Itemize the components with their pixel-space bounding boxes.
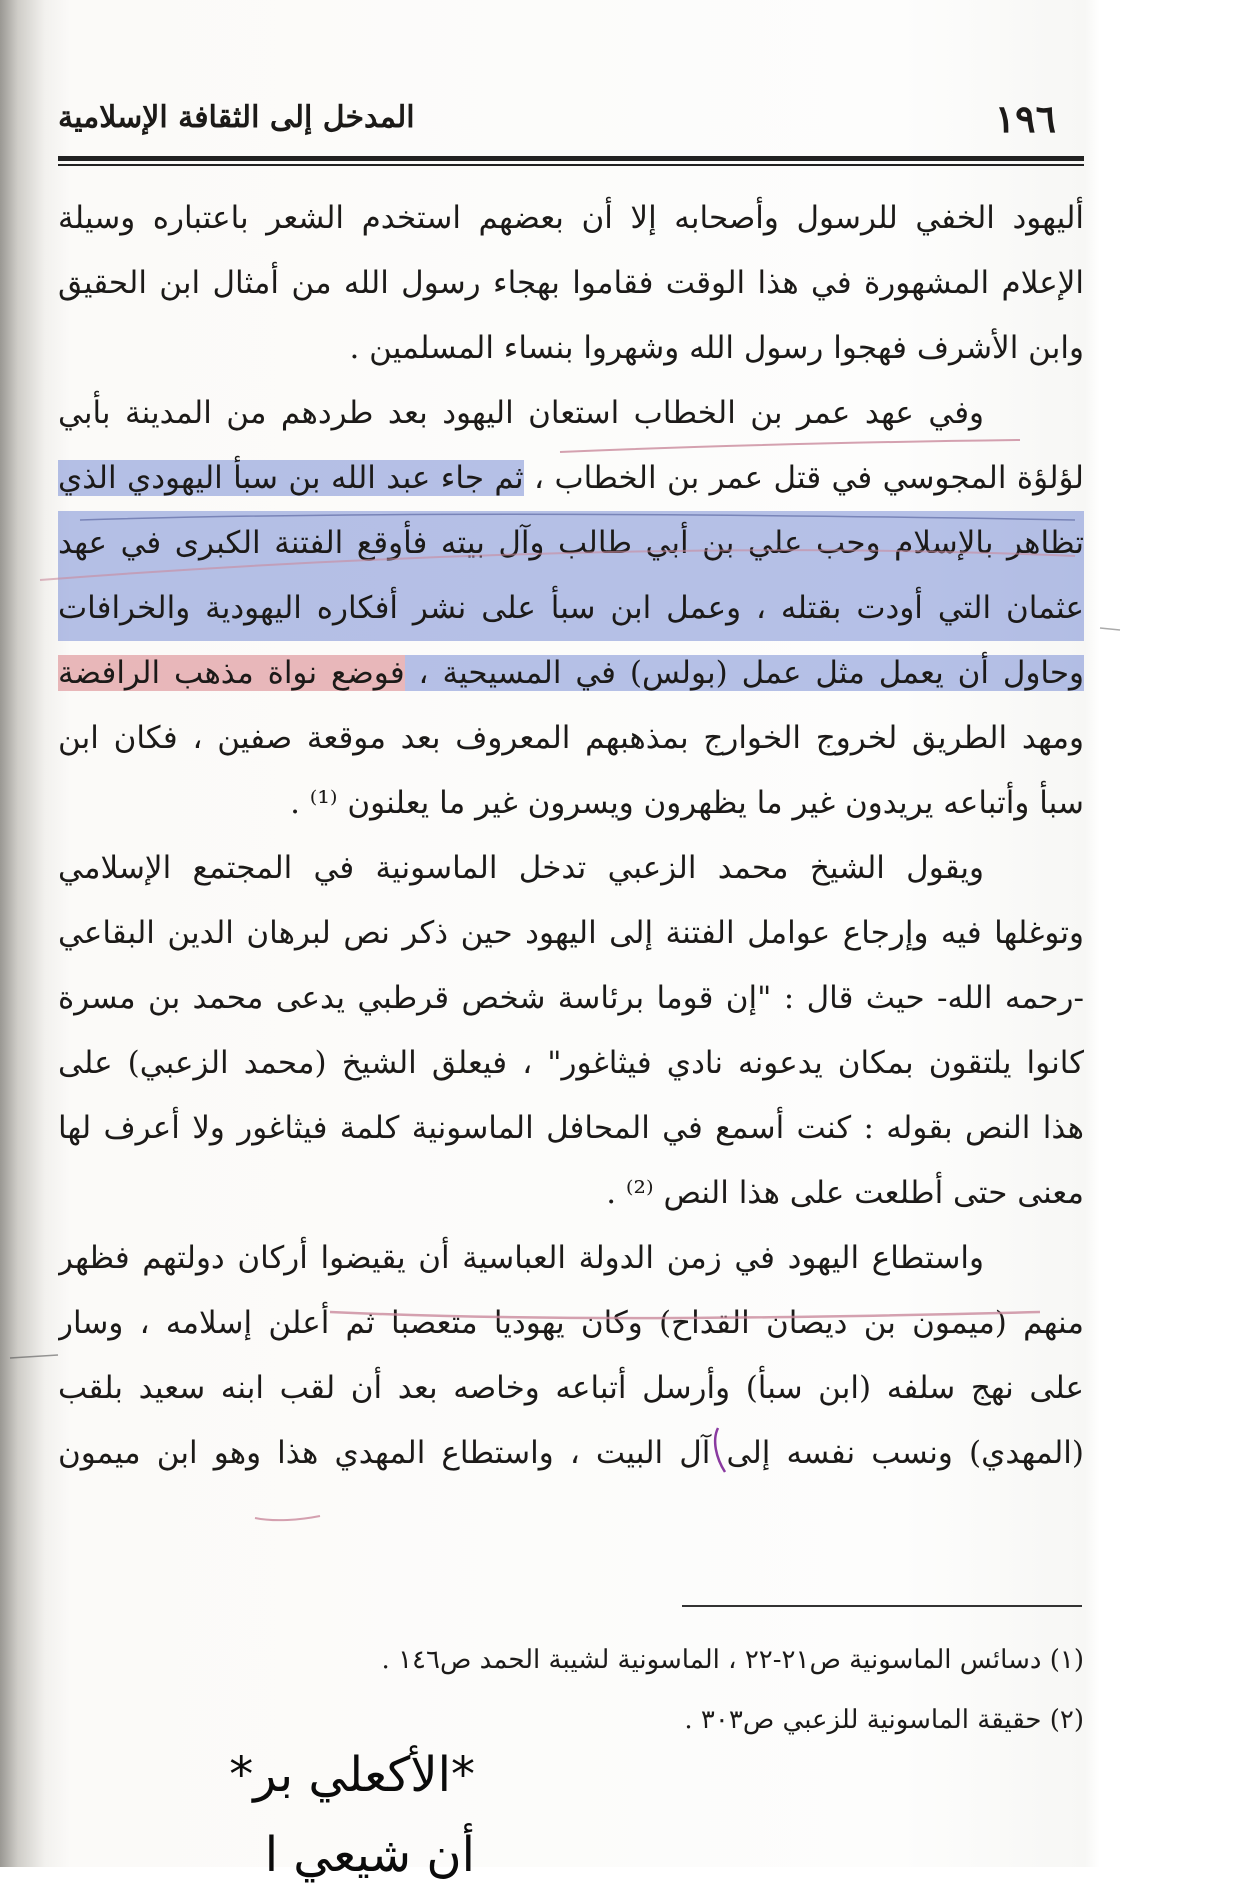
text-line-10: سبأ وأتباعه يريدون غير ما يظهرون ويسرون غير ما يعلنون ⁽¹⁾ . bbox=[290, 785, 1084, 821]
text-line-8 bbox=[58, 641, 1084, 706]
body-text bbox=[58, 186, 1084, 1486]
text-line-18: منهم (ميمون بن ديصان القداح) وكان يهوديا متعصبا ثم أعلن إسلامه ، وسار bbox=[58, 1305, 1084, 1341]
highlight-blue: وحاول أن يعمل مثل عمل (بولس) في المسيحية ، bbox=[404, 655, 1084, 691]
text-line-17: واستطاع اليهود في زمن الدولة العباسية أن يقيضوا أركان دولتهم فظهر bbox=[58, 1240, 984, 1276]
text-line-13: -رحمه الله- حيث قال : "إن قوما برئاسة شخص قرطبي يدعى محمد بن مسرة bbox=[58, 980, 1084, 1016]
text-line-15: هذا النص بقوله : كنت أسمع في المحافل الماسونية كلمة فيثاغور ولا أعرف لها bbox=[58, 1110, 1084, 1146]
text-line-9: ومهد الطريق لخروج الخوارج بمذهبهم المعروف بعد موقعة صفين ، فكان ابن bbox=[58, 720, 1084, 756]
text-line-20: (المهدي) ونسب نفسه إلى آل البيت ، واستطاع المهدي هذا وهو ابن ميمون bbox=[58, 1435, 1084, 1471]
page-header bbox=[58, 96, 1084, 140]
text-line-3: وابن الأشرف فهجوا رسول الله وشهروا بنساء المسلمين . bbox=[349, 330, 1084, 366]
highlight-pink: فوضع نواة مذهب الرافضة bbox=[58, 655, 405, 691]
footnote-2: (٢) حقيقة الماسونية للزعبي ص٣٠٣ . bbox=[684, 1705, 1084, 1735]
footnotes bbox=[58, 1630, 1084, 1750]
text-line-16: معنى حتى أطلعت على هذا النص ⁽²⁾ . bbox=[606, 1175, 1084, 1211]
text-line-4: وفي عهد عمر بن الخطاب استعان اليهود بعد طردهم من المدينة بأبي bbox=[58, 395, 984, 431]
header-rule-thin bbox=[58, 164, 1084, 166]
text-line-14: كانوا يلتقون بمكان يدعونه نادي فيثاغور" ، فيعلق الشيخ (محمد الزعبي) على bbox=[58, 1045, 1084, 1081]
highlight-blue: ثم جاء عبد الله بن سبأ اليهودي الذي bbox=[58, 460, 524, 496]
text-line-7: عثمان التي أودت بقتله ، وعمل ابن سبأ على نشر أفكاره اليهودية والخرافات bbox=[58, 576, 1084, 641]
header-rule bbox=[58, 156, 1084, 161]
footnote-1: (١) دسائس الماسونية ص٢١-٢٢ ، الماسونية لشيبة الحمد ص١٤٦ . bbox=[381, 1645, 1084, 1675]
handwritten-line-2: أن شيعي ا bbox=[264, 1827, 475, 1883]
handwritten-line-1: *الأكعلي بر* bbox=[229, 1747, 475, 1803]
text-line-1: أليهود الخفي للرسول وأصحابه إلا أن بعضهم استخدم الشعر باعتباره وسيلة bbox=[58, 200, 1084, 236]
handwritten-note bbox=[95, 1735, 475, 1895]
text-line-5: لؤلؤة المجوسي في قتل عمر بن الخطاب ، ثم جاء عبد الله بن سبأ اليهودي الذي bbox=[58, 460, 1084, 496]
text-line-11: ويقول الشيخ محمد الزعبي تدخل الماسونية في المجتمع الإسلامي bbox=[58, 850, 984, 886]
footnote-rule bbox=[682, 1605, 1082, 1607]
book-title: المدخل إلى الثقافة الإسلامية bbox=[58, 100, 415, 135]
page-number: ١٩٦ bbox=[994, 96, 1056, 141]
text-line-6: تظاهر بالإسلام وحب علي بن أبي طالب وآل بيته فأوقع الفتنة الكبرى في عهد bbox=[58, 511, 1084, 576]
text-line-12: وتوغلها فيه وإرجاع عوامل الفتنة إلى اليهود حين ذكر نص لبرهان الدين البقاعي bbox=[58, 915, 1084, 951]
text-line-2: الإعلام المشهورة في هذا الوقت فقاموا بهجاء رسول الله من أمثال ابن الحقيق bbox=[58, 265, 1084, 301]
text-line-19: على نهج سلفه (ابن سبأ) وأرسل أتباعه وخاصه بعد أن لقب ابنه سعيد بلقب bbox=[58, 1370, 1084, 1406]
